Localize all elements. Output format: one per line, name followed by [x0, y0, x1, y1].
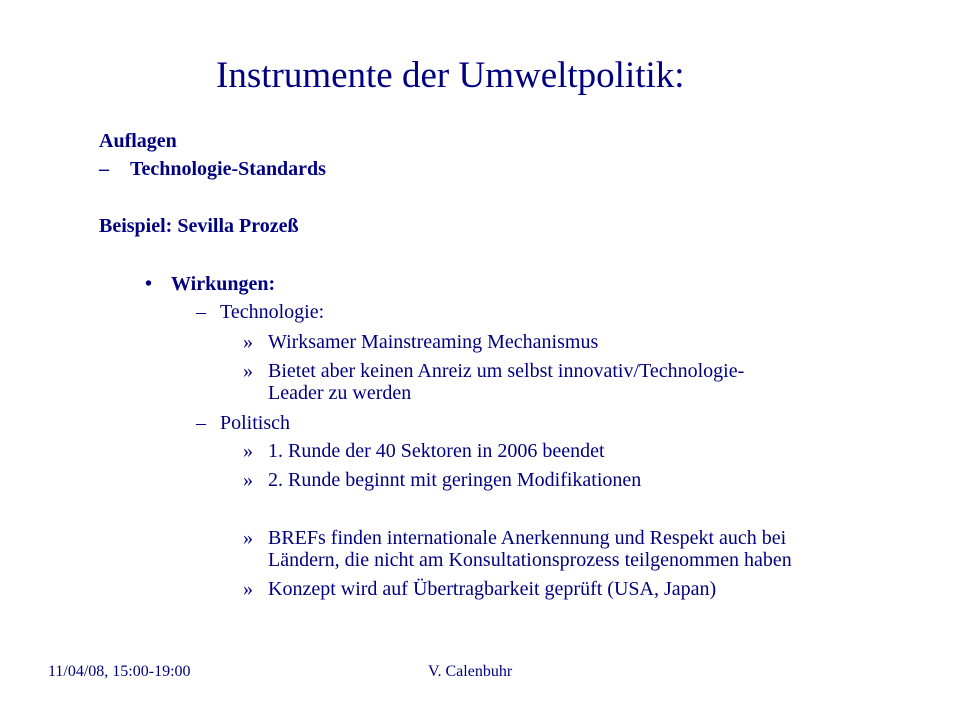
raquo-marker: »: [243, 331, 253, 353]
dash-marker: –: [196, 301, 206, 323]
list-item: Konzept wird auf Übertragbarkeit geprüft (USA, Japan): [268, 578, 717, 600]
heading-auflagen: Auflagen: [99, 130, 177, 152]
footer-author: V. Calenbuhr: [428, 663, 513, 680]
raquo-marker: »: [243, 578, 253, 600]
raquo-marker: »: [243, 469, 253, 491]
list-item: 2. Runde beginnt mit geringen Modifikationen: [268, 469, 642, 491]
list-item: 1. Runde der 40 Sektoren in 2006 beendet: [268, 440, 605, 462]
section-technologie-label: Technologie:: [220, 301, 325, 323]
dash-marker: –: [99, 158, 109, 180]
bullet-wirkungen: Wirkungen:: [171, 273, 276, 295]
example-heading: Beispiel: Sevilla Prozeß: [99, 215, 299, 237]
list-item: Bietet aber keinen Anreiz um selbst innovativ/Technologie-: [268, 360, 745, 382]
list-item: Wirksamer Mainstreaming Mechanismus: [268, 331, 599, 353]
section-politisch-label: Politisch: [220, 412, 291, 434]
footer-date: 11/04/08, 15:00-19:00: [48, 663, 191, 680]
raquo-marker: »: [243, 527, 253, 549]
subheading-technology-standards: Technologie-Standards: [130, 158, 326, 180]
slide-title: Instrumente der Umweltpolitik:: [216, 55, 685, 96]
raquo-marker: »: [243, 440, 253, 462]
list-item-continuation: Leader zu werden: [268, 382, 412, 404]
dash-marker: –: [196, 412, 206, 434]
list-item: BREFs finden internationale Anerkennung und Respekt auch bei: [268, 527, 787, 549]
list-item-continuation: Ländern, die nicht am Konsultationsprozess teilgenommen haben: [268, 549, 792, 571]
raquo-marker: »: [243, 360, 253, 382]
bullet-marker: •: [145, 273, 153, 295]
